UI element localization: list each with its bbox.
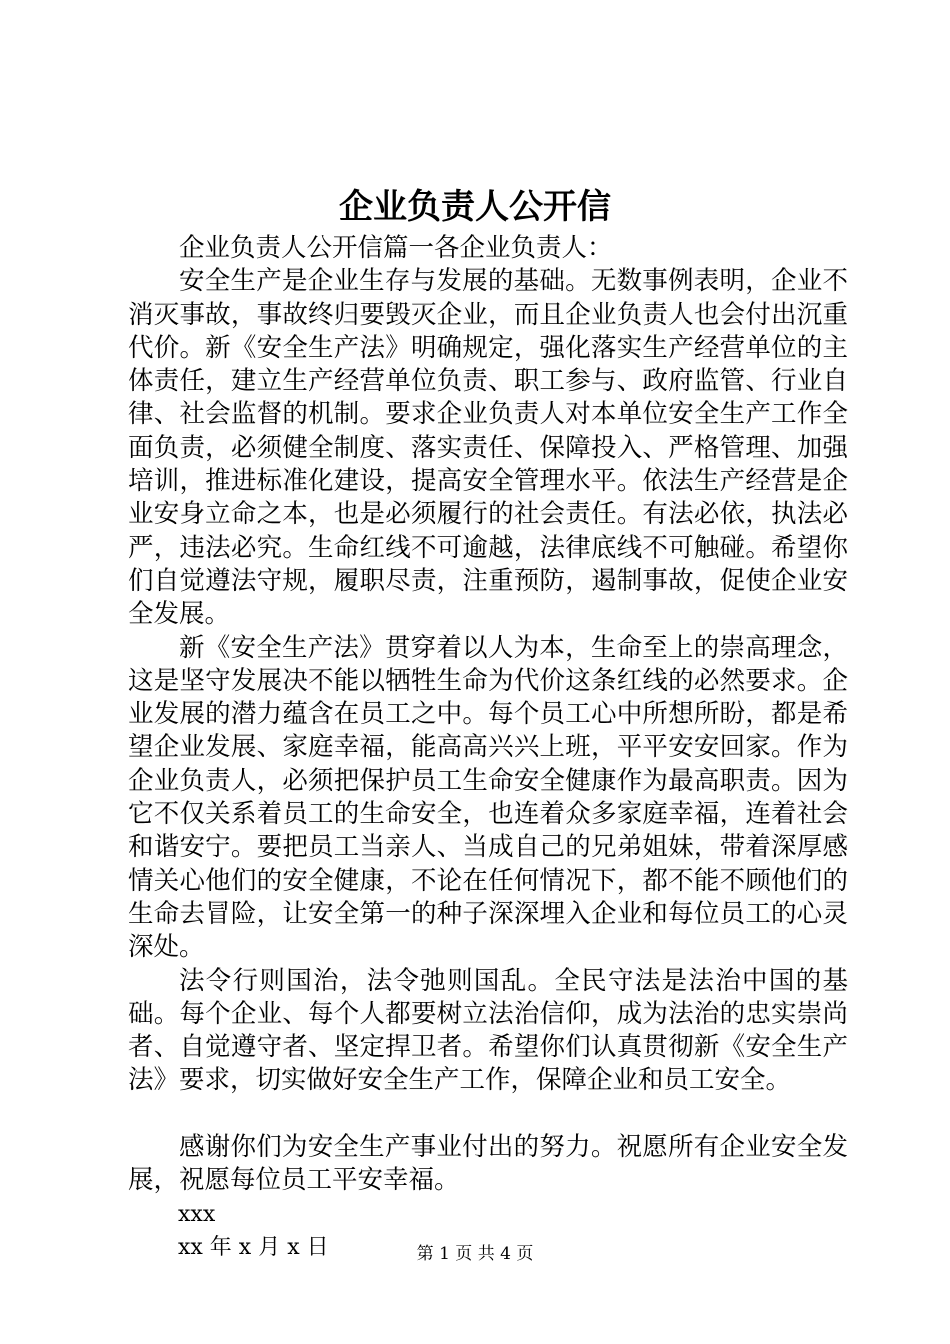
paragraph-spacer (128, 1098, 848, 1131)
salutation-paragraph: 企业负责人公开信篇一各企业负责人： (179, 233, 613, 263)
closing-paragraph: 感谢你们为安全生产事业付出的努力。祝愿所有企业安全发展，祝愿每位员工平安幸福。 (128, 1132, 848, 1196)
page-number-footer: 第 1 页 共 4 页 (416, 1244, 534, 1264)
body-paragraph-1: 安全生产是企业生存与发展的基础。无数事例表明，企业不消灭事故，事故终归要毁灭企业，而且企业负责人也会付出沉重代价。新《安全生产法》明确规定，强化落实生产经营单位的主体责任，建立生产经营单位负责、职工参与、政府监管、行业自律、社会监督的机制。要求企业负责人对本单位安全生产工作全面负责，必须健全制度、落实责任、保障投入、严格管理、加强培训，推进标准化建设，提高安全管理水平。依法生产经营是企业安身立命之本，也是必须履行的社会责任。有法必依，执法必严，违法必究。生命红线不可逾越，法律底线不可触碰。希望你们自觉遵法守规，履职尽责，注重预防，遏制事故，促使企业安全发展。 (128, 266, 848, 630)
document-title: 企业负责人公开信 (339, 187, 611, 227)
signature: xxx (178, 1201, 216, 1227)
body-paragraph-2: 新《安全生产法》贯穿着以人为本，生命至上的崇高理念，这是坚守发展决不能以牺牲生命为代价这条红线的必然要求。企业发展的潜力蕴含在员工之中。每个员工心中所想所盼，都是希望企业发展、家庭幸福，能高高兴兴上班，平平安安回家。作为企业负责人，必须把保护员工生命安全健康作为最高职责。因为它不仅关系着员工的生命安全，也连着众多家庭幸福，连着社会和谐安宁。要把员工当亲人、当成自己的兄弟姐妹，带着深厚感情关心他们的安全健康，不论在任何情况下，都不能不顾他们的生命去冒险，让安全第一的种子深深埋入企业和每位员工的心灵深处。 (128, 632, 848, 963)
body-paragraph-3: 法令行则国治，法令弛则国乱。全民守法是法治中国的基础。每个企业、每个人都要树立法治信仰，成为法治的忠实崇尚者、自觉遵守者、坚定捍卫者。希望你们认真贯彻新《安全生产法》要求，切实做好安全生产工作，保障企业和员工安全。 (128, 965, 848, 1096)
document-body (128, 232, 848, 1264)
signature-date: xx 年 x 月 x 日 (178, 1234, 329, 1260)
